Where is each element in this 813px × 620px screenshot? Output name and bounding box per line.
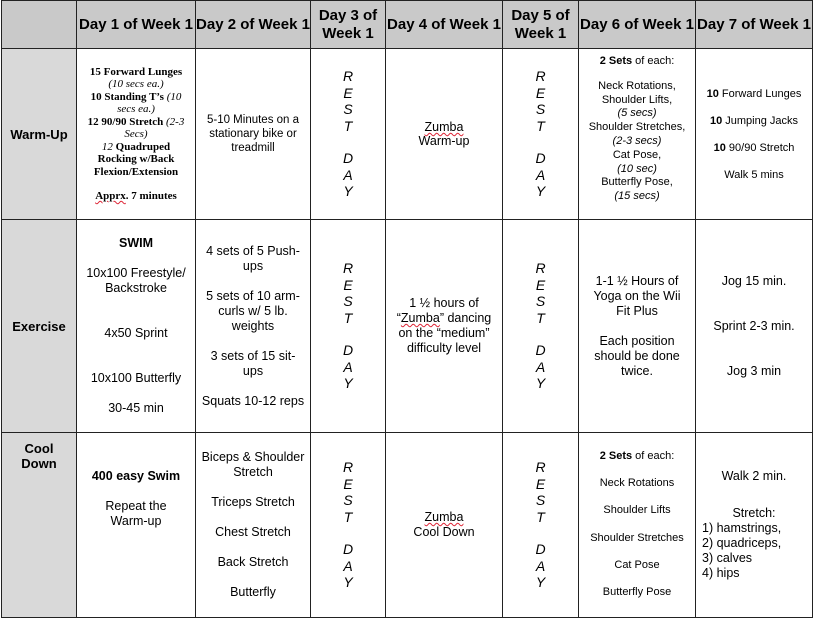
rest-letter: T (343, 117, 353, 134)
warmup-day4-line: Zumba (424, 120, 464, 134)
header-day-3 (311, 1, 386, 49)
rest-letter: S (343, 293, 353, 310)
cooldown-day7-line: 2) quadriceps, (702, 536, 782, 550)
exercise-day4-line: on the “medium” (398, 326, 490, 340)
warmup-day1-line: 12 90/90 Stretch (87, 115, 166, 128)
rest-letter: A (535, 166, 546, 183)
exercise-day6-line: Each position (599, 333, 675, 348)
cooldown-row-label (2, 433, 77, 618)
rest-letter: E (343, 84, 353, 101)
day-1-label: Day 1 of Week 1 (79, 15, 193, 33)
warmup-day1-line: Rocking w/Back (97, 153, 175, 165)
rest-letter: Y (343, 183, 353, 200)
rest-letter: R (535, 68, 546, 85)
warmup-day1-line: secs ea.) (117, 103, 155, 115)
rest-letter: R (342, 68, 354, 85)
rest-letter: E (535, 84, 546, 101)
rest-letter: S (343, 492, 353, 509)
rest-letter: S (343, 101, 353, 118)
exercise-day7-line: Sprint 2-3 min. (713, 318, 795, 333)
exercise-day7-line: Jog 15 min. (721, 273, 787, 288)
cooldown-day-5-rest-cell (503, 433, 579, 618)
cooldown-day1-line: Warm-up (110, 514, 162, 528)
warmup-day6-line: Butterfly Pose, (601, 176, 673, 189)
warmup-day-3-rest-cell (311, 49, 386, 220)
exercise-day1-line: SWIM (118, 236, 154, 250)
warmup-day-2-cell (196, 49, 311, 220)
exercise-day1-line: 10x100 Freestyle/ (86, 266, 186, 280)
cooldown-day7-line: Walk 2 min. (721, 469, 787, 483)
rest-letter: D (342, 150, 354, 167)
exercise-day6-line: should be done (594, 348, 680, 363)
warmup-day6-line: Shoulder Stretches, (588, 121, 686, 134)
cooldown-label-line: Down (21, 456, 57, 471)
warmup-day1-line: (10 (166, 90, 182, 103)
header-day-4 (386, 1, 503, 49)
cooldown-day2-line: Butterfly (230, 585, 276, 599)
warmup-day2-line: 5-10 Minutes on a (206, 114, 300, 126)
rest-letter: A (535, 557, 546, 574)
exercise-row-label: Exercise (2, 220, 77, 433)
rest-letter: T (343, 508, 353, 525)
exercise-day-1-cell (77, 220, 196, 433)
rest-letter: D (342, 342, 354, 359)
exercise-day-6-cell (579, 220, 696, 433)
exercise-day-5-rest-cell (503, 220, 579, 433)
header-day-6 (579, 1, 696, 49)
rest-letter: Y (535, 574, 546, 591)
exercise-day6-line: Fit Plus (616, 303, 658, 318)
header-day-2 (196, 1, 311, 49)
warmup-day1-line: 10 Standing T’s (90, 90, 167, 103)
exercise-day4-line: Zumba (400, 311, 440, 325)
cooldown-day6-line: Neck Rotations (599, 477, 675, 490)
exercise-day-3-rest-cell (311, 220, 386, 433)
rest-letter: S (535, 492, 546, 509)
warmup-day6-line: Cat Pose, (612, 148, 662, 161)
rest-letter: A (343, 166, 353, 183)
cooldown-day6-line: Shoulder Lifts (603, 504, 671, 517)
rest-letter: T (536, 508, 545, 525)
exercise-day2-line: Squats 10-12 reps (201, 393, 305, 408)
cooldown-day-2-cell (196, 433, 311, 618)
warmup-day7-line: 10 (713, 141, 726, 154)
warmup-day-6-cell (579, 49, 696, 220)
cooldown-day-1-cell (77, 433, 196, 618)
cooldown-day2-line: Triceps Stretch (211, 495, 295, 509)
day-6-label: Day 6 of Week 1 (580, 15, 694, 33)
warmup-day2-line: stationary bike or (209, 128, 297, 140)
warmup-day6-line: (10 sec) (617, 162, 657, 175)
warmup-day1-line: 15 Forward Lunges (89, 65, 183, 78)
exercise-day-2-cell (196, 220, 311, 433)
exercise-day6-line: Yoga on the Wii (593, 288, 681, 303)
cooldown-day-4-cell (386, 433, 503, 618)
exercise-day-4-cell (386, 220, 503, 433)
day-3-label: Day 3 of Week 1 (318, 6, 378, 42)
rest-letter: A (343, 557, 353, 574)
warmup-day6-line: of each: (632, 55, 675, 67)
header-day-1 (77, 1, 196, 49)
exercise-day1-line: 4x50 Sprint (104, 326, 168, 340)
warmup-row (2, 49, 813, 220)
rest-letter: T (536, 117, 545, 134)
cooldown-label-line: Cool (24, 441, 54, 456)
rest-letter: D (535, 541, 546, 558)
warmup-day-4-cell (386, 49, 503, 220)
cooldown-day7-line: 1) hamstrings, (702, 521, 782, 535)
day-2-label: Day 2 of Week 1 (196, 15, 310, 33)
exercise-day2-line: 5 sets of 10 arm- (206, 288, 300, 303)
rest-letter: E (343, 276, 353, 293)
exercise-day1-line: 10x100 Butterfly (90, 371, 182, 385)
warmup-day1-line: Quadruped (115, 140, 171, 153)
header-day-7 (696, 1, 813, 49)
day-5-label: Day 5 of Week 1 (511, 6, 570, 42)
rest-letter: A (343, 358, 353, 375)
exercise-day1-line: 30-45 min (108, 401, 164, 415)
cooldown-day2-line: Back Stretch (217, 555, 289, 569)
cooldown-day4-line: Zumba (424, 510, 464, 524)
warmup-day6-line: (2-3 secs) (612, 134, 662, 147)
warmup-day6-line: (15 secs) (614, 190, 660, 203)
warmup-day1-line: (2-3 (166, 115, 185, 128)
cooldown-day6-line: Shoulder Stretches (590, 531, 684, 544)
exercise-day2-line: 3 sets of 15 sit- (210, 348, 296, 363)
rest-letter: D (535, 342, 546, 359)
cooldown-day-6-cell (579, 433, 696, 618)
warmup-day7-line: Jumping Jacks (722, 114, 799, 127)
warmup-day7-line: 10 (709, 114, 723, 127)
rest-letter: S (535, 101, 546, 118)
workout-schedule-table (1, 0, 813, 618)
cooldown-day6-line: Butterfly Pose (602, 586, 672, 599)
warmup-day-1-cell (77, 49, 196, 220)
warmup-day7-line: 90/90 Stretch (725, 141, 795, 154)
rest-letter: T (536, 309, 545, 326)
exercise-day6-line: 1-1 ½ Hours of (595, 273, 679, 288)
warmup-day1-line: Secs) (124, 128, 148, 140)
rest-letter: E (535, 475, 546, 492)
exercise-row (2, 220, 813, 433)
exercise-day7-line: Jog 3 min (726, 363, 782, 378)
warmup-day2-line: treadmill (231, 142, 275, 154)
header-row (2, 1, 813, 49)
warmup-day6-line: Neck Rotations, (598, 79, 676, 92)
day-4-label: Day 4 of Week 1 (387, 15, 501, 33)
header-corner-cell (2, 1, 77, 49)
warmup-day-5-rest-cell (503, 49, 579, 220)
cooldown-day4-line: Cool Down (413, 525, 475, 539)
cooldown-day7-line: 4) hips (702, 566, 740, 580)
exercise-day-7-cell (696, 220, 813, 433)
warmup-day7-line: Walk 5 mins (724, 168, 784, 181)
warmup-day7-line: 10 (706, 87, 719, 100)
rest-letter: Y (343, 574, 353, 591)
cooldown-day2-line: Chest Stretch (215, 525, 291, 539)
rest-letter: A (535, 358, 546, 375)
rest-letter: E (535, 276, 546, 293)
exercise-day2-line: weights (231, 318, 275, 333)
exercise-day4-line: “ (396, 311, 401, 325)
cooldown-day6-line: 2 Sets (599, 449, 633, 462)
rest-letter: T (343, 309, 353, 326)
warmup-day7-line: Forward Lunges (718, 87, 802, 100)
warmup-day-7-cell (696, 49, 813, 220)
cooldown-row (2, 433, 813, 618)
cooldown-day6-line: Cat Pose (614, 559, 660, 572)
rest-letter: Y (343, 375, 353, 392)
cooldown-day-7-cell (696, 433, 813, 618)
rest-letter: R (535, 260, 546, 277)
warmup-day1-line: Flexion/Extension (93, 165, 179, 178)
warmup-day6-line: (5 secs) (617, 107, 657, 120)
exercise-day1-line: Backstroke (105, 281, 167, 295)
rest-letter: D (342, 541, 354, 558)
cooldown-day7-line: 3) calves (702, 551, 753, 565)
warmup-day4-line: Warm-up (418, 134, 470, 148)
cooldown-day1-line: 400 easy Swim (91, 469, 181, 483)
warmup-row-label: Warm-Up (2, 49, 77, 220)
header-day-5 (503, 1, 579, 49)
cooldown-day-3-rest-cell (311, 433, 386, 618)
rest-letter: D (535, 150, 546, 167)
cooldown-day6-line: of each: (632, 449, 675, 462)
cooldown-day7-line: Stretch: (732, 506, 776, 520)
cooldown-day1-line: Repeat the (105, 499, 167, 513)
rest-letter: R (342, 260, 354, 277)
warmup-day1-line: 12 (101, 140, 116, 153)
exercise-day4-line: 1 ½ hours of (409, 296, 479, 310)
exercise-day4-line: difficulty level (406, 341, 482, 355)
rest-letter: S (535, 293, 546, 310)
day-7-label: Day 7 of Week 1 (697, 15, 811, 33)
rest-letter: R (535, 459, 546, 476)
cooldown-day2-line: Biceps & Shoulder (201, 450, 305, 464)
cooldown-day2-line: Stretch (233, 465, 273, 479)
rest-letter: R (342, 459, 354, 476)
warmup-day1-line: (10 secs ea.) (108, 78, 164, 90)
exercise-day2-line: 4 sets of 5 Push- (206, 243, 300, 258)
exercise-day2-line: ups (242, 258, 264, 273)
exercise-day4-line: ” dancing (439, 311, 492, 325)
warmup-day6-line: Shoulder Lifts, (601, 93, 673, 106)
rest-letter: E (343, 475, 353, 492)
exercise-day2-line: curls w/ 5 lb. (218, 303, 288, 318)
rest-letter: Y (535, 183, 546, 200)
rest-letter: Y (535, 375, 546, 392)
exercise-day2-line: ups (242, 363, 264, 378)
exercise-day6-line: twice. (621, 363, 653, 378)
warmup-day1-line: Apprx (95, 190, 126, 202)
warmup-day1-line: . 7 minutes (125, 190, 177, 202)
warmup-day6-line: 2 Sets (599, 55, 633, 67)
